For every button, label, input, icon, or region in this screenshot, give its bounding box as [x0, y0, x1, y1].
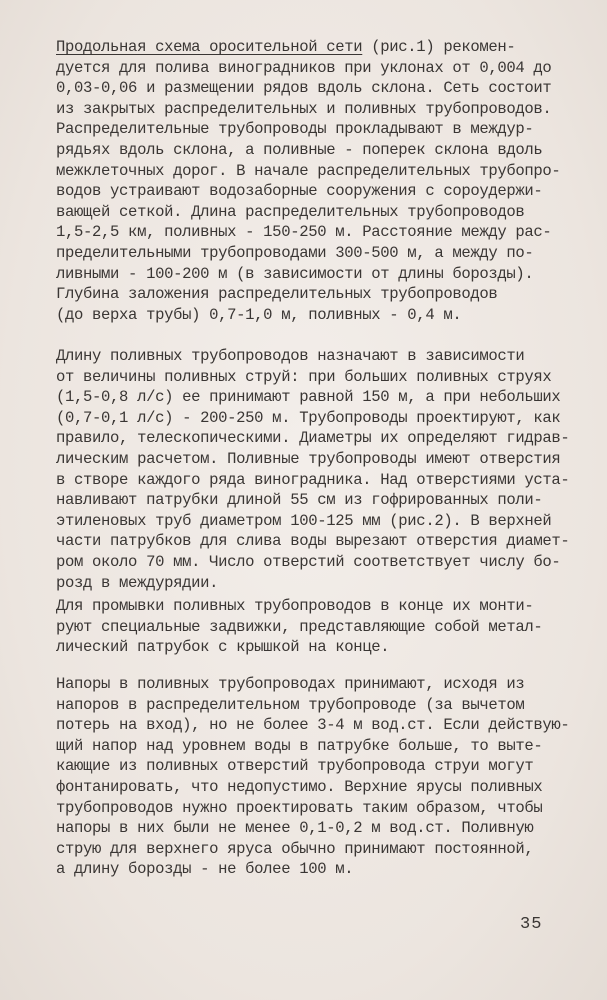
text-line: струю для верхнего яруса обычно принимают постоянной,	[56, 839, 534, 858]
text-line: напоры в них были не менее 0,1-0,2 м вод.ст. Поливную	[56, 819, 534, 838]
heading-continuation: (рис.1) рекомен-	[362, 38, 516, 56]
text-line: правило, телескопическими. Диаметры их определяют гидрав-	[56, 429, 570, 448]
paragraph-pipe-length	[56, 346, 576, 593]
text-line	[56, 37, 576, 58]
text-line: 1,5-2,5 км, поливных - 150-250 м. Расстояние между рас-	[56, 223, 552, 242]
text-line: руют специальные задвижки, представляющие собой метал-	[56, 617, 543, 636]
text-line: ливными - 100-200 м (в зависимости от длины борозды).	[56, 264, 534, 283]
text-line: кающие из поливных отверстий трубопровода струи могут	[56, 757, 534, 776]
text-line: в створе каждого ряда виноградника. Над отверстиями уста-	[56, 470, 570, 489]
paragraph-longitudinal-scheme	[56, 37, 576, 325]
text-line: от величины поливных струй: при больших поливных струях	[56, 367, 552, 386]
paragraph-flushing	[56, 596, 576, 658]
text-line: фонтанировать, что недопустимо. Верхние ярусы поливных	[56, 777, 543, 796]
text-line: вающей сеткой. Длина распределительных трубопроводов	[56, 202, 525, 221]
text-line: Длину поливных трубопроводов назначают в зависимости	[56, 347, 525, 365]
text-line: 0,03-0,06 и размещении рядов вдоль склона. Сеть состоит	[56, 79, 552, 98]
text-line: из закрытых распределительных и поливных трубопроводов.	[56, 99, 552, 118]
text-line: лический патрубок с крышкой на конце.	[56, 638, 390, 657]
text-line: (до верха трубы) 0,7-1,0 м, поливных - 0,4 м.	[56, 305, 462, 324]
section-heading: Продольная схема оросительной сети	[56, 38, 363, 56]
text-line: части патрубков для слива воды вырезают отверстия диамет-	[56, 532, 570, 551]
text-line: навливают патрубки длиной 55 см из гофрированных поли-	[56, 491, 543, 510]
text-line: щий напор над уровнем воды в патрубке больше, то выте-	[56, 736, 543, 755]
text-line: лическим расчетом. Поливные трубопроводы имеют отверстия	[56, 449, 561, 468]
text-line: розд в междурядии.	[56, 573, 219, 592]
text-line: дуется для полива виноградников при уклонах от 0,004 до	[56, 58, 552, 77]
text-line: потерь на вход), но не более 3-4 м вод.ст. Если действую-	[56, 716, 570, 735]
text-line: трубопроводов нужно проектировать таким образом, чтобы	[56, 798, 543, 817]
text-line: напоров в распределительном трубопроводе (за вычетом	[56, 695, 525, 714]
text-line: Распределительные трубопроводы прокладывают в междуp-	[56, 120, 534, 139]
text-line: Напоры в поливных трубопроводах принимают, исходя из	[56, 675, 525, 693]
text-line: Глубина заложения распределительных трубопроводов	[56, 285, 498, 304]
text-line: ром около 70 мм. Число отверстий соответствует числу бо-	[56, 552, 561, 571]
page-number: 35	[520, 915, 543, 934]
paragraph-pressure	[56, 674, 576, 880]
text-line: межклеточных дорог. В начале распределительных трубопро-	[56, 161, 561, 180]
text-line: Для промывки поливных трубопроводов в конце их монти-	[56, 597, 534, 615]
text-line: а длину борозды - не более 100 м.	[56, 860, 354, 879]
text-line: рядьях вдоль склона, а поливные - поперек склона вдоль	[56, 140, 543, 159]
text-line: этиленовых труб диаметром 100-125 мм (рис.2). В верхней	[56, 511, 552, 530]
text-line: водов устраивают водозаборные сооружения с сороудержи-	[56, 182, 543, 201]
text-line: (1,5-0,8 л/с) ее принимают равной 150 м, а при небольших	[56, 388, 561, 407]
text-line: (0,7-0,1 л/с) - 200-250 м. Трубопроводы проектируют, как	[56, 408, 561, 427]
text-line: пределительными трубопроводами 300-500 м, а между по-	[56, 243, 534, 262]
